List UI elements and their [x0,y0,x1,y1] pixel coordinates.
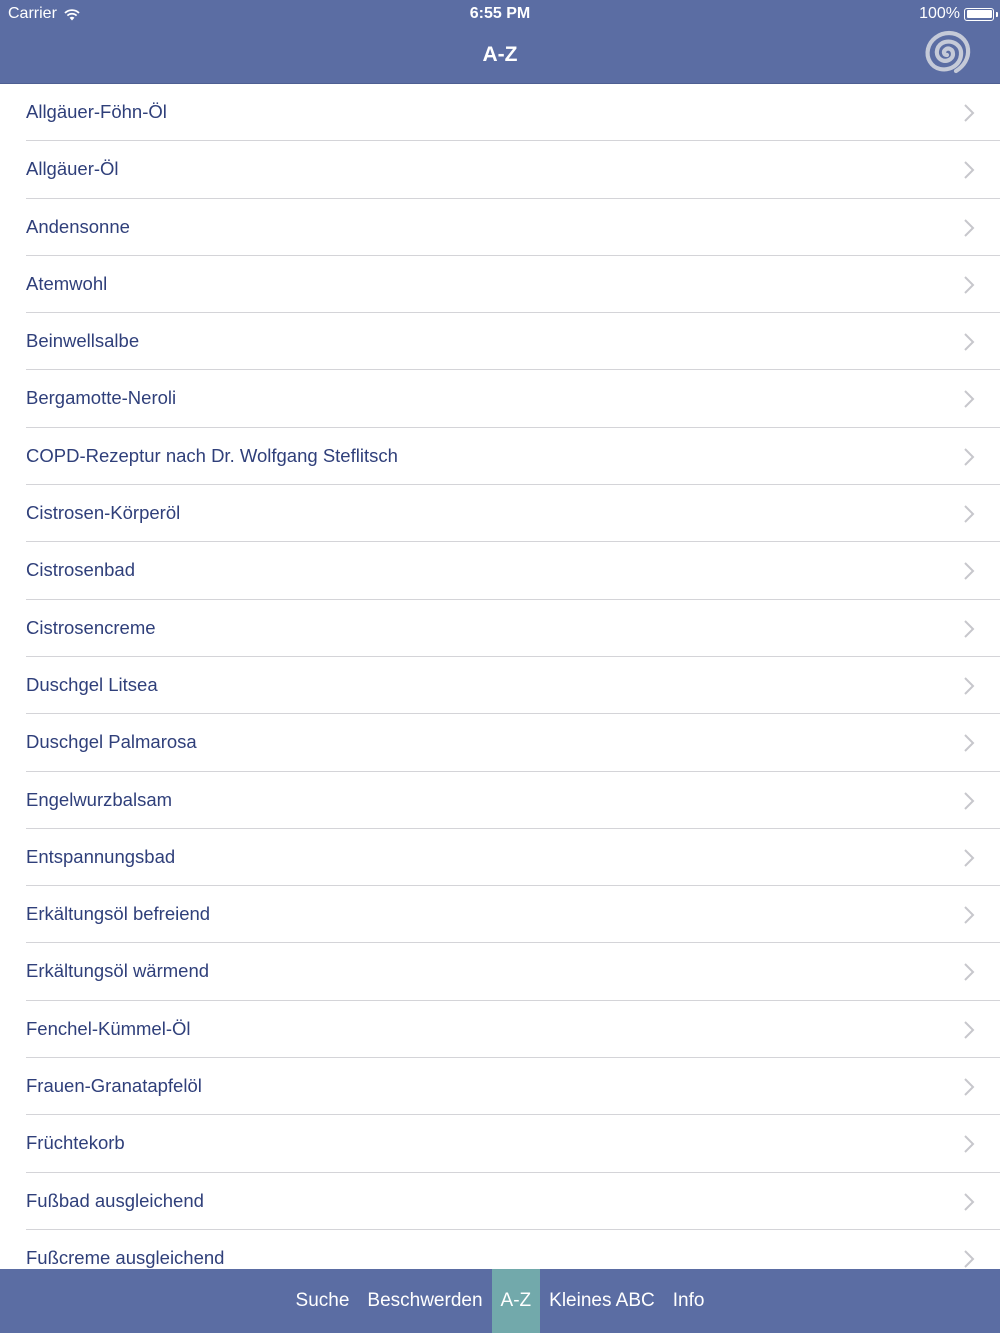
list-item-label: Bergamotte-Neroli [26,387,177,409]
spiral-logo-icon [922,28,974,80]
chevron-right-icon [963,1134,975,1154]
list-item[interactable] [0,256,1000,313]
list-item-label: Engelwurzbalsam [26,788,173,810]
list-item-label: Allgäuer-Öl [26,158,119,180]
chevron-right-icon [963,905,975,925]
chevron-right-icon [963,447,975,467]
list-item-label: Fußbad ausgleichend [26,1189,204,1211]
tab-beschwerden[interactable]: Beschwerden [367,1290,483,1311]
list-item-label: Cistrosen-Körperöl [26,502,181,524]
status-battery [919,4,994,24]
list-item-label: Cistrosencreme [26,616,156,638]
list-item[interactable] [0,829,1000,886]
list-item-label: Früchtekorb [26,1132,125,1154]
list-item[interactable] [0,485,1000,542]
list-item[interactable] [0,313,1000,370]
chevron-right-icon [963,619,975,639]
chevron-right-icon [963,1077,975,1097]
list-item[interactable] [0,84,1000,141]
list-item-label: Frauen-Granatapfelöl [26,1075,202,1097]
page-title: A-Z [482,43,518,66]
battery-percent: 100% [919,5,960,22]
list-item-label: Entspannungsbad [26,845,176,867]
chevron-right-icon [963,275,975,295]
list-item-label: Fußcreme ausgleichend [26,1246,225,1268]
list-item-label: Beinwellsalbe [26,330,140,352]
list-item[interactable] [0,428,1000,485]
list-item-label: Atemwohl [26,272,108,294]
list-item-label: COPD-Rezeptur nach Dr. Wolfgang Steflitsch [26,444,398,466]
chevron-right-icon [963,1020,975,1040]
list-item-label: Erkältungsöl wärmend [26,960,210,982]
list-item[interactable] [0,1173,1000,1230]
tab-suche[interactable]: Suche [295,1290,350,1311]
battery-icon [964,8,994,21]
top-bar [0,0,1000,84]
chevron-right-icon [963,561,975,581]
list-item[interactable] [0,199,1000,256]
list-item[interactable] [0,1058,1000,1115]
carrier-label: Carrier [8,5,57,22]
chevron-right-icon [963,103,975,123]
chevron-right-icon [963,962,975,982]
chevron-right-icon [963,160,975,180]
list-item[interactable] [0,141,1000,198]
list-item-label: Erkältungsöl befreiend [26,903,211,925]
list-item-label: Cistrosenbad [26,559,136,581]
chevron-right-icon [963,1249,975,1269]
list-item[interactable] [0,772,1000,829]
tab-info[interactable]: Info [672,1290,705,1311]
list-item[interactable] [0,714,1000,771]
chevron-right-icon [963,733,975,753]
list-item-label: Duschgel Palmarosa [26,731,197,753]
tab-kleines-abc[interactable]: Kleines ABC [549,1290,655,1311]
list-item-label: Allgäuer-Föhn-Öl [26,101,167,122]
chevron-right-icon [963,332,975,352]
chevron-right-icon [963,504,975,524]
chevron-right-icon [963,218,975,238]
tab-a-z[interactable]: A-Z [492,1269,541,1333]
chevron-right-icon [963,1192,975,1212]
tab-bar [0,1269,1000,1333]
list-item-label: Duschgel Litsea [26,673,158,695]
list-item-label: Andensonne [26,215,130,237]
list-item[interactable] [0,943,1000,1000]
recipe-list [0,84,1000,1269]
list-item[interactable] [0,886,1000,943]
status-time: 6:55 PM [469,5,531,22]
list-item-label: Fenchel-Kümmel-Öl [26,1017,191,1039]
list-item[interactable] [0,1001,1000,1058]
chevron-right-icon [963,676,975,696]
list-item[interactable] [0,657,1000,714]
list-item[interactable] [0,370,1000,427]
list-item[interactable] [0,1230,1000,1269]
chevron-right-icon [963,389,975,409]
list-item[interactable] [0,1115,1000,1172]
chevron-right-icon [963,848,975,868]
list-item[interactable] [0,600,1000,657]
chevron-right-icon [963,791,975,811]
list-item[interactable] [0,542,1000,599]
